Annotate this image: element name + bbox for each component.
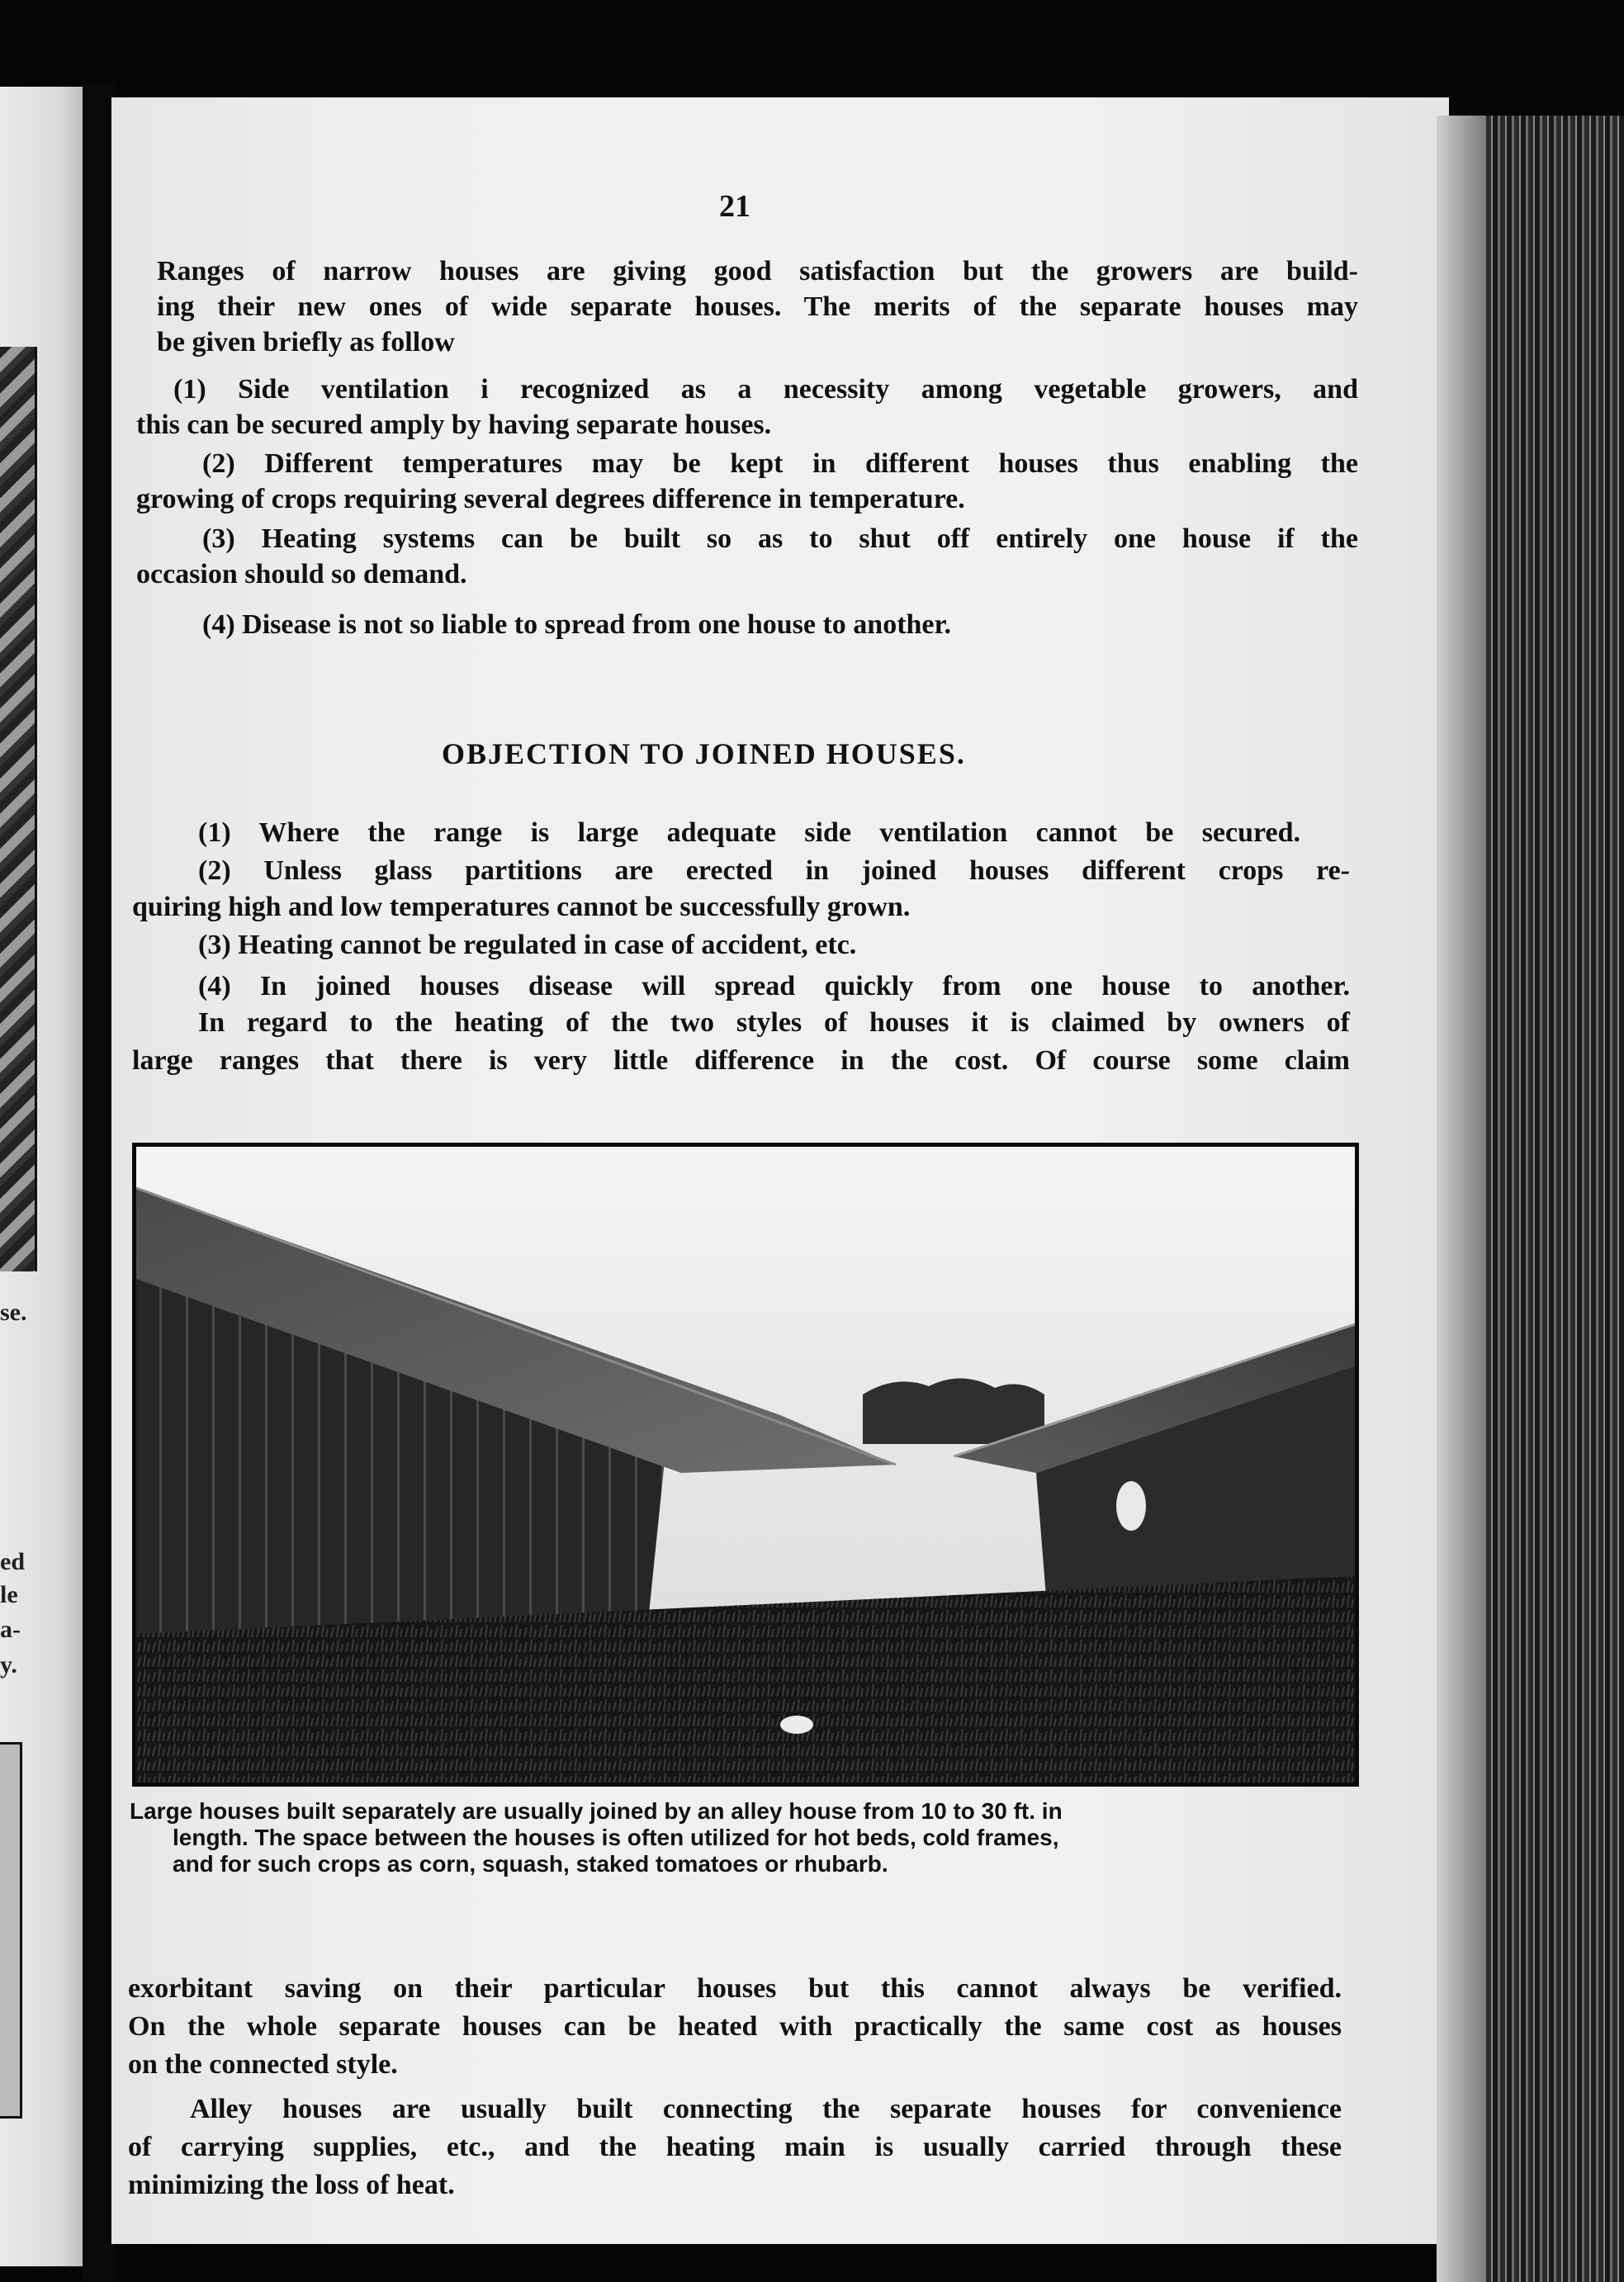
continuation-line: exorbitant saving on their particular houses but this cannot always be verified. <box>128 1973 1342 2004</box>
heating-paragraph-line: In regard to the heating of the two styles of houses it is claimed by owners of <box>198 1007 1350 1038</box>
section-heading: OBJECTION TO JOINED HOUSES. <box>442 737 966 770</box>
objection-item-1-line: (1) Where the range is large adequate side ventilation cannot be secured. <box>198 817 1300 848</box>
left-page-fragment: y. <box>0 1651 17 1678</box>
left-page-photo <box>0 347 37 1271</box>
objection-item-3-line: (3) Heating cannot be regulated in case of accident, etc. <box>198 930 857 960</box>
caption-line: Large houses built separately are usually joined by an alley house from 10 to 30 ft. in <box>130 1798 1063 1824</box>
merit-item-2-line: growing of crops requiring several degrees difference in temperature. <box>136 484 965 514</box>
book-gutter <box>83 83 116 2282</box>
greenhouse-photo-image <box>136 1147 1355 1783</box>
alley-paragraph-line: Alley houses are usually built connecting the separate houses for convenience <box>190 2094 1342 2124</box>
objection-item-2-line: quiring high and low temperatures cannot be successfully grown. <box>132 892 911 922</box>
objection-item-4-line: (4) In joined houses disease will spread quickly from one house to another. <box>198 971 1350 1001</box>
merit-item-1-line: this can be secured amply by having separate houses. <box>136 410 772 440</box>
alley-paragraph-line: minimizing the loss of heat. <box>128 2170 455 2200</box>
continuation-line: On the whole separate houses can be heated with practically the same cost as houses <box>128 2011 1342 2042</box>
intro-line: ing their new ones of wide separate houses. The merits of the separate houses may <box>157 291 1358 322</box>
left-page-fragment: ed <box>0 1548 25 1575</box>
merit-item-1-line: (1) Side ventilation i recognized as a necessity among vegetable growers, and <box>173 374 1358 405</box>
heating-paragraph-line: large ranges that there is very little difference in the cost. Of course some claim <box>132 1045 1350 1076</box>
caption-line: length. The space between the houses is often utilized for hot beds, cold frames, <box>173 1825 1059 1850</box>
continuation-line: on the connected style. <box>128 2049 398 2080</box>
left-adjacent-page <box>0 87 83 2266</box>
merit-item-3-line: occasion should so demand. <box>136 559 467 589</box>
alley-paragraph-line: of carrying supplies, etc., and the heating main is usually carried through these <box>128 2132 1342 2162</box>
merit-item-2-line: (2) Different temperatures may be kept in different houses thus enabling the <box>202 448 1358 479</box>
left-page-photo-lower <box>0 1742 22 2119</box>
objection-item-2-line: (2) Unless glass partitions are erected in joined houses different crops re- <box>198 855 1350 886</box>
merit-item-4-line: (4) Disease is not so liable to spread from one house to another. <box>202 609 951 640</box>
page-edge-stack <box>1437 116 1624 2282</box>
photo-caption <box>130 1798 1345 1877</box>
left-page-fragment: a- <box>0 1616 21 1643</box>
left-page-fragment: se. <box>0 1299 27 1326</box>
intro-line: Ranges of narrow houses are giving good satisfaction but the growers are build- <box>157 256 1358 286</box>
page-number: 21 <box>719 189 750 224</box>
intro-line: be given briefly as follow <box>157 327 455 357</box>
merit-item-3-line: (3) Heating systems can be built so as to shut off entirely one house if the <box>202 523 1358 554</box>
left-page-fragment: le <box>0 1581 18 1608</box>
caption-line: and for such crops as corn, squash, staked tomatoes or rhubarb. <box>173 1851 888 1877</box>
greenhouse-photograph <box>132 1143 1359 1787</box>
